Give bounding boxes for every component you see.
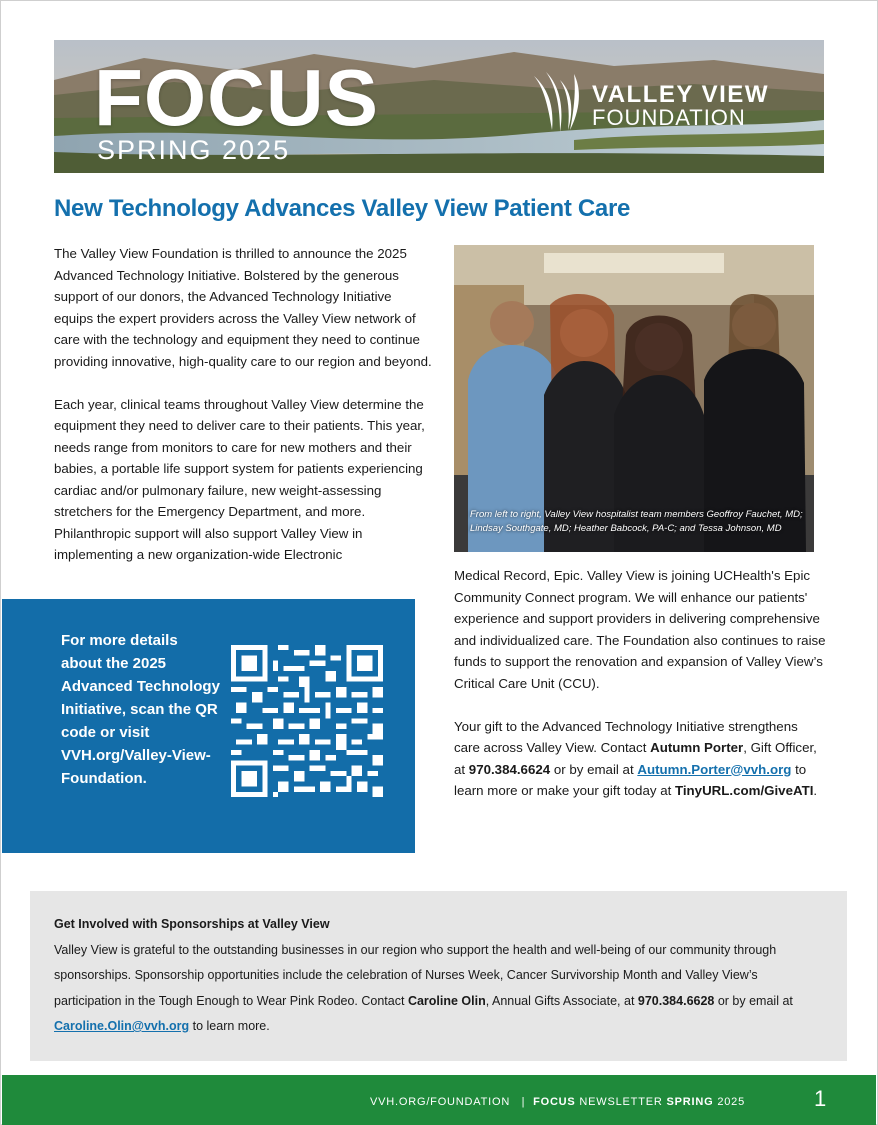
masthead-banner — [54, 40, 824, 173]
footer-year: 2025 — [717, 1096, 745, 1108]
valley-view-logo-icon — [530, 70, 590, 134]
footer-focus: FOCUS — [533, 1096, 576, 1108]
qr-code-icon[interactable] — [231, 645, 383, 797]
sponsorship-title: Get Involved with Sponsorships at Valley View — [54, 917, 330, 931]
page-footer — [2, 1075, 876, 1125]
sponsorship-contact-name: Caroline Olin — [407, 993, 486, 1008]
footer-spring: SPRING — [666, 1096, 714, 1108]
gift-officer-name: Autumn Porter — [650, 740, 744, 755]
gift-officer-phone: 970.384.6624 — [468, 761, 551, 777]
qr-callout-box — [2, 599, 415, 853]
sponsorship-body — [54, 938, 794, 1040]
gift-officer-email-link[interactable]: Autumn.Porter@vvh.org — [637, 761, 792, 777]
sponsorship-box — [30, 891, 847, 1061]
photo-caption: From left to right, Valley View hospitalist team members Geoffroy Fauchet, MD; Lindsay Southgate, MD; Heather Babcock, PA-C; and Tessa Johnson, MD — [470, 509, 803, 534]
footer-text — [370, 1096, 745, 1108]
para4-text-c: or by email at — [550, 761, 638, 777]
sponsorship-text-d: to learn more. — [189, 1019, 270, 1033]
sponsorship-text-c: or by email at — [714, 993, 793, 1008]
para4-text-a: Your gift to the Advanced Technology Initiative strengthens care across Valley View. Contact — [454, 718, 798, 755]
sponsorship-text-a: Valley View is grateful to the outstanding businesses in our region who support the health and well-being of our community through sponsorships. Sponsorship opportunities include the celebration of Nurses Week, Cancer Survivorship Month and Valley View’s participation in the Tough Enough to Wear Pink Rodeo. Contact — [54, 942, 777, 1008]
newsletter-title: FOCUS — [94, 53, 379, 142]
para4-text-d: to learn more or make your gift today at — [454, 761, 807, 798]
sponsorship-email-link[interactable]: Caroline.Olin@vvh.org — [54, 1019, 190, 1033]
sponsorship-content — [54, 912, 794, 1040]
para4-text-e: . — [813, 783, 818, 798]
article-right-column — [454, 565, 826, 823]
hallway-photo-image — [454, 245, 814, 552]
footer-site: VVH.ORG/FOUNDATION — [370, 1096, 511, 1108]
article-headline: New Technology Advances Valley View Patient Care — [54, 195, 631, 222]
footer-newsletter: NEWSLETTER — [579, 1096, 663, 1108]
give-url: TinyURL.com/GiveATI — [674, 783, 814, 798]
issue-season: SPRING 2025 — [97, 135, 291, 165]
footer-separator: | — [521, 1096, 526, 1108]
article-paragraph-4 — [454, 716, 826, 802]
para4-text-b: , Gift Officer, at — [454, 740, 817, 777]
page-number: 1 — [814, 1086, 827, 1111]
logo-wordmark: VALLEY VIEW — [592, 81, 769, 108]
article-paragraph-3: Medical Record, Epic. Valley View is joining UCHealth's Epic Community Connect program. We will enhance our patients' experience and support providers in delivering comprehensive and individualized care. The Foundation also continues to raise funds to support the renovation and expansion of Valley View’s Critical Care Unit (CCU). — [454, 568, 826, 691]
article-left-column — [54, 243, 432, 587]
sponsorship-text-b: , Annual Gifts Associate, at — [485, 993, 638, 1008]
article-paragraph-2: Each year, clinical teams throughout Valley View determine the equipment they need to deliver care to their patients. This year, needs range from monitors to care for new mothers and their babies, a portable life support system for patients experiencing cardiac and/or pulmonary failure, new weight-assessing stretchers for the Emergency Department, and more. Philanthropic support will also support Valley View in implementing a new organization-wide Electronic — [54, 396, 425, 562]
staff-photo — [454, 245, 814, 552]
logo-subtitle: FOUNDATION — [592, 105, 746, 130]
sponsorship-phone: 970.384.6628 — [637, 993, 715, 1008]
callout-text: For more details about the 2025 Advanced Technology Initiative, scan the QR code or visit VVH.org/Valley-View-Foundation. — [61, 632, 220, 787]
article-paragraph-1: The Valley View Foundation is thrilled to announce the 2025 Advanced Technology Initiative. Bolstered by the generous support of our donors, the Advanced Technology Initiative equips the expert providers across the Valley View network of care with the technology and equipment they need to continue providing innovative, high-quality care to our region and beyond. — [54, 246, 432, 369]
